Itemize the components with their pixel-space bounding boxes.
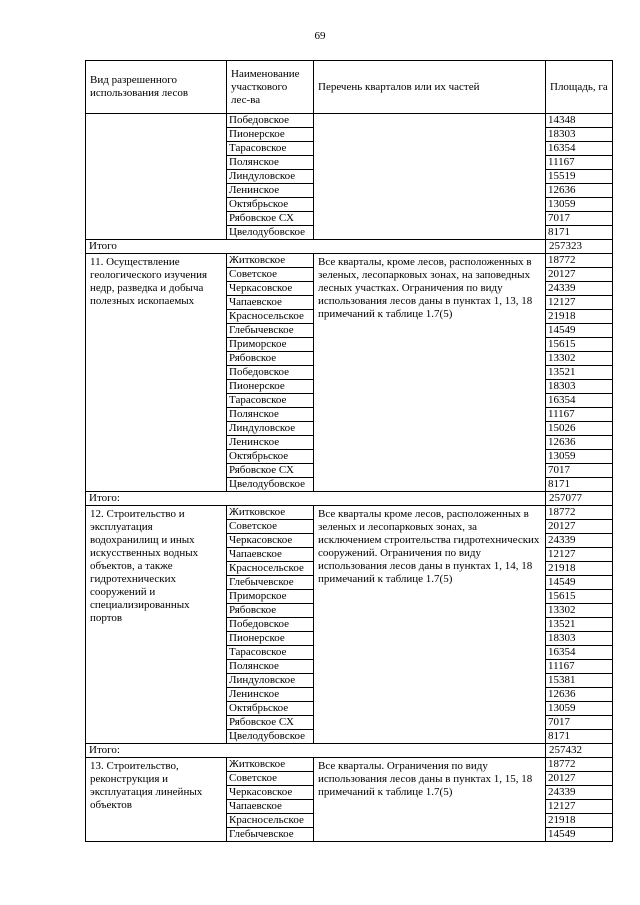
area-cell: 18303 [546, 128, 613, 142]
forestry-name-cell: Цвелодубовское [227, 730, 314, 744]
area-cell: 12127 [546, 296, 613, 310]
forest-use-table [85, 60, 613, 842]
total-value: 257077 [546, 492, 613, 506]
forestry-name-cell: Линдуловское [227, 422, 314, 436]
area-cell: 11167 [546, 660, 613, 674]
forestry-name-cell: Чапаевское [227, 296, 314, 310]
area-cell: 13521 [546, 366, 613, 380]
area-cell: 21918 [546, 562, 613, 576]
forestry-name-cell: Полянское [227, 660, 314, 674]
forestry-name-cell: Приморское [227, 338, 314, 352]
forestry-name-cell: Красносельское [227, 814, 314, 828]
area-cell: 16354 [546, 142, 613, 156]
forestry-name-cell: Советское [227, 520, 314, 534]
area-cell: 20127 [546, 520, 613, 534]
total-value: 257323 [546, 240, 613, 254]
table-row [86, 506, 613, 520]
total-row [86, 744, 613, 758]
area-cell: 14348 [546, 114, 613, 128]
header-use-type: Вид разрешенного использования лесов [86, 61, 227, 114]
forestry-name-cell: Победовское [227, 114, 314, 128]
forestry-name-cell: Ленинское [227, 184, 314, 198]
area-cell: 8171 [546, 730, 613, 744]
area-cell: 21918 [546, 310, 613, 324]
forestry-name-cell: Красносельское [227, 310, 314, 324]
forestry-name-cell: Черкасовское [227, 282, 314, 296]
total-value: 257432 [546, 744, 613, 758]
area-cell: 21918 [546, 814, 613, 828]
area-cell: 20127 [546, 268, 613, 282]
forestry-name-cell: Житковское [227, 758, 314, 772]
area-cell: 11167 [546, 408, 613, 422]
area-cell: 14549 [546, 576, 613, 590]
area-cell: 13059 [546, 702, 613, 716]
forestry-name-cell: Глебычевское [227, 828, 314, 842]
forestry-name-cell: Ленинское [227, 436, 314, 450]
forestry-name-cell: Житковское [227, 254, 314, 268]
area-cell: 13302 [546, 352, 613, 366]
area-cell: 12636 [546, 688, 613, 702]
forestry-name-cell: Цвелодубовское [227, 478, 314, 492]
forestry-name-cell: Глебычевское [227, 576, 314, 590]
forestry-name-cell: Победовское [227, 366, 314, 380]
area-cell: 13059 [546, 450, 613, 464]
header-quarters-list: Перечень кварталов или их частей [314, 61, 546, 114]
total-row [86, 240, 613, 254]
total-label: Итого: [86, 492, 546, 506]
forestry-name-cell: Черкасовское [227, 534, 314, 548]
area-cell: 13302 [546, 604, 613, 618]
forestry-name-cell: Октябрьское [227, 198, 314, 212]
use-type-cell: 12. Строительство и эксплуатация водохранилищ и иных искусственных водных объектов, а также гидротехнических сооружений и специализированных портов [86, 506, 227, 744]
area-cell: 12636 [546, 184, 613, 198]
total-row [86, 492, 613, 506]
area-cell: 13521 [546, 618, 613, 632]
area-cell: 12127 [546, 800, 613, 814]
area-cell: 15615 [546, 338, 613, 352]
forestry-name-cell: Рябовское СХ [227, 212, 314, 226]
area-cell: 13059 [546, 198, 613, 212]
total-label: Итого [86, 240, 546, 254]
area-cell: 7017 [546, 212, 613, 226]
forestry-name-cell: Линдуловское [227, 674, 314, 688]
area-cell: 18772 [546, 758, 613, 772]
forestry-name-cell: Победовское [227, 618, 314, 632]
total-label: Итого: [86, 744, 546, 758]
forestry-name-cell: Октябрьское [227, 450, 314, 464]
forestry-name-cell: Полянское [227, 156, 314, 170]
use-type-cell [86, 114, 227, 240]
area-cell: 18303 [546, 380, 613, 394]
header-area: Площадь, га [546, 61, 613, 114]
forestry-name-cell: Глебычевское [227, 324, 314, 338]
area-cell: 14549 [546, 324, 613, 338]
forestry-name-cell: Пионерское [227, 128, 314, 142]
area-cell: 18772 [546, 506, 613, 520]
area-cell: 16354 [546, 646, 613, 660]
forestry-name-cell: Красносельское [227, 562, 314, 576]
forestry-name-cell: Чапаевское [227, 548, 314, 562]
header-forestry-name: Наименование участкового лес-ва [227, 61, 314, 114]
forestry-name-cell: Полянское [227, 408, 314, 422]
quarters-description-cell [314, 114, 546, 240]
forestry-name-cell: Рябовское СХ [227, 716, 314, 730]
table-header-row [86, 61, 613, 114]
forestry-name-cell: Черкасовское [227, 786, 314, 800]
forestry-name-cell: Линдуловское [227, 170, 314, 184]
area-cell: 24339 [546, 282, 613, 296]
page-number: 69 [314, 30, 326, 42]
area-cell: 20127 [546, 772, 613, 786]
forestry-name-cell: Чапаевское [227, 800, 314, 814]
area-cell: 15381 [546, 674, 613, 688]
area-cell: 12636 [546, 436, 613, 450]
forestry-name-cell: Пионерское [227, 632, 314, 646]
area-cell: 15519 [546, 170, 613, 184]
area-cell: 15615 [546, 590, 613, 604]
use-type-cell: 13. Строительство, реконструкция и эксплуатация линейных объектов [86, 758, 227, 842]
forestry-name-cell: Житковское [227, 506, 314, 520]
table-row [86, 758, 613, 772]
area-cell: 11167 [546, 156, 613, 170]
area-cell: 18303 [546, 632, 613, 646]
table-row [86, 254, 613, 268]
forestry-name-cell: Рябовское [227, 352, 314, 366]
area-cell: 24339 [546, 534, 613, 548]
area-cell: 16354 [546, 394, 613, 408]
forestry-name-cell: Рябовское СХ [227, 464, 314, 478]
use-type-cell: 11. Осуществление геологического изучения недр, разведка и добыча полезных ископаемых [86, 254, 227, 492]
forestry-name-cell: Советское [227, 268, 314, 282]
forestry-name-cell: Советское [227, 772, 314, 786]
quarters-description-cell: Все кварталы кроме лесов, расположенных в зеленых и лесопарковых зонах, за исключением строительства гидротехнических сооружений. Ограничения по виду использования лесов даны в пунктах 1, 14, 18 примечаний к таблице 1.7(5) [314, 506, 546, 744]
area-cell: 15026 [546, 422, 613, 436]
area-cell: 24339 [546, 786, 613, 800]
quarters-description-cell: Все кварталы. Ограничения по виду использования лесов даны в пунктах 1, 15, 18 примечаний к таблице 1.7(5) [314, 758, 546, 842]
area-cell: 7017 [546, 716, 613, 730]
table-row [86, 114, 613, 128]
forestry-name-cell: Рябовское [227, 604, 314, 618]
area-cell: 18772 [546, 254, 613, 268]
forestry-name-cell: Пионерское [227, 380, 314, 394]
area-cell: 12127 [546, 548, 613, 562]
forestry-name-cell: Ленинское [227, 688, 314, 702]
forestry-name-cell: Тарасовское [227, 646, 314, 660]
forestry-name-cell: Тарасовское [227, 142, 314, 156]
forestry-name-cell: Приморское [227, 590, 314, 604]
area-cell: 8171 [546, 226, 613, 240]
area-cell: 7017 [546, 464, 613, 478]
forestry-name-cell: Цвелодубовское [227, 226, 314, 240]
forestry-name-cell: Тарасовское [227, 394, 314, 408]
forestry-name-cell: Октябрьское [227, 702, 314, 716]
area-cell: 14549 [546, 828, 613, 842]
quarters-description-cell: Все кварталы, кроме лесов, расположенных в зеленых, лесопарковых зонах, на заповедных лесных участках. Ограничения по виду использования лесов даны в пунктах 1, 13, 18 примечаний к таблице 1.7(5) [314, 254, 546, 492]
area-cell: 8171 [546, 478, 613, 492]
